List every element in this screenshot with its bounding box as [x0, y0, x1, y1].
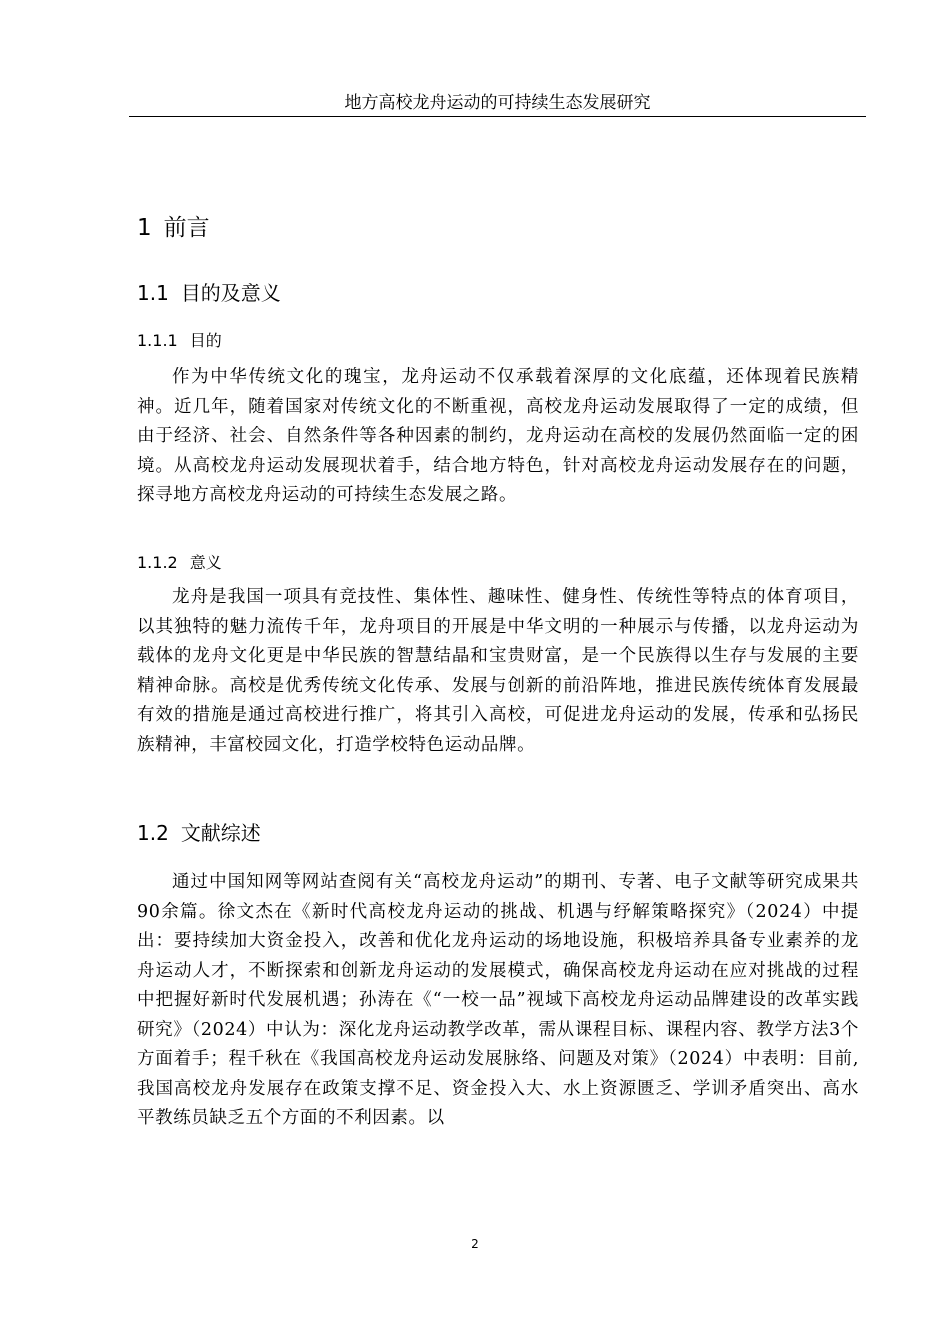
section-number: 1: [137, 215, 152, 241]
paragraph-significance: 龙舟是我国一项具有竞技性、集体性、趣味性、健身性、传统性等特点的体育项目，以其独特的魅力流传千年，龙舟项目的开展是中华文明的一种展示与传播，以龙舟运动为载体的龙舟文化更是中华民族的智慧结晶和宝贵财富，是一个民族得以生存与发展的主要精神命脉。高校是优秀传统文化传承、发展与创新的前沿阵地，推进民族传统体育发展最有效的措施是通过高校进行推广，将其引入高校，可促进龙舟运动的发展，传承和弘扬民族精神，丰富校园文化，打造学校特色运动品牌。: [137, 587, 859, 755]
section-heading-1-1-2: [137, 551, 222, 575]
section-number: 1.2: [137, 821, 169, 845]
section-heading-1-2: [137, 819, 261, 847]
section-number: 1.1.2: [137, 553, 178, 572]
section-title: 前言: [163, 215, 210, 241]
section-title: 目的: [189, 331, 222, 350]
section-title: 文献综述: [180, 821, 261, 845]
page-number: 2: [471, 1237, 479, 1251]
header-rule: [129, 116, 866, 117]
section-heading-1: [137, 212, 210, 244]
paragraph-literature-review: 通过中国知网等网站查阅有关“高校龙舟运动”的期刊、专著、电子文献等研究成果共90余篇。徐文杰在《新时代高校龙舟运动的挑战、机遇与纾解策略探究》（2024）中提出：要持续加大资金投入，改善和优化龙舟运动的场地设施，积极培养具备专业素养的龙舟运动人才，不断探索和创新龙舟运动的发展模式，确保高校龙舟运动在应对挑战的过程中把握好新时代发展机遇；孙涛在《“一校一品”视域下高校龙舟运动品牌建设的改革实践研究》（2024）中认为：深化龙舟运动教学改革，需从课程目标、课程内容、教学方法3个方面着手；程千秋在《我国高校龙舟运动发展脉络、问题及对策》（2024）中表明：目前,我国高校龙舟发展存在政策支撑不足、资金投入大、水上资源匮乏、学训矛盾突出、高水平教练员缺乏五个方面的不利因素。以: [137, 872, 859, 1128]
section-heading-1-1: [137, 279, 281, 307]
section-number: 1.1.1: [137, 331, 178, 350]
section-title: 意义: [189, 553, 222, 572]
section-number: 1.1: [137, 281, 169, 305]
section-title: 目的及意义: [180, 281, 281, 305]
running-header: 地方高校龙舟运动的可持续生态发展研究: [344, 93, 651, 113]
section-heading-1-1-1: [137, 329, 222, 353]
paragraph-purpose: 作为中华传统文化的瑰宝，龙舟运动不仅承载着深厚的文化底蕴，还体现着民族精神。近几年，随着国家对传统文化的不断重视，高校龙舟运动发展取得了一定的成绩，但由于经济、社会、自然条件等各种因素的制约，龙舟运动在高校的发展仍然面临一定的困境。从高校龙舟运动发展现状着手，结合地方特色，针对高校龙舟运动发展存在的问题，探寻地方高校龙舟运动的可持续生态发展之路。: [137, 367, 859, 505]
